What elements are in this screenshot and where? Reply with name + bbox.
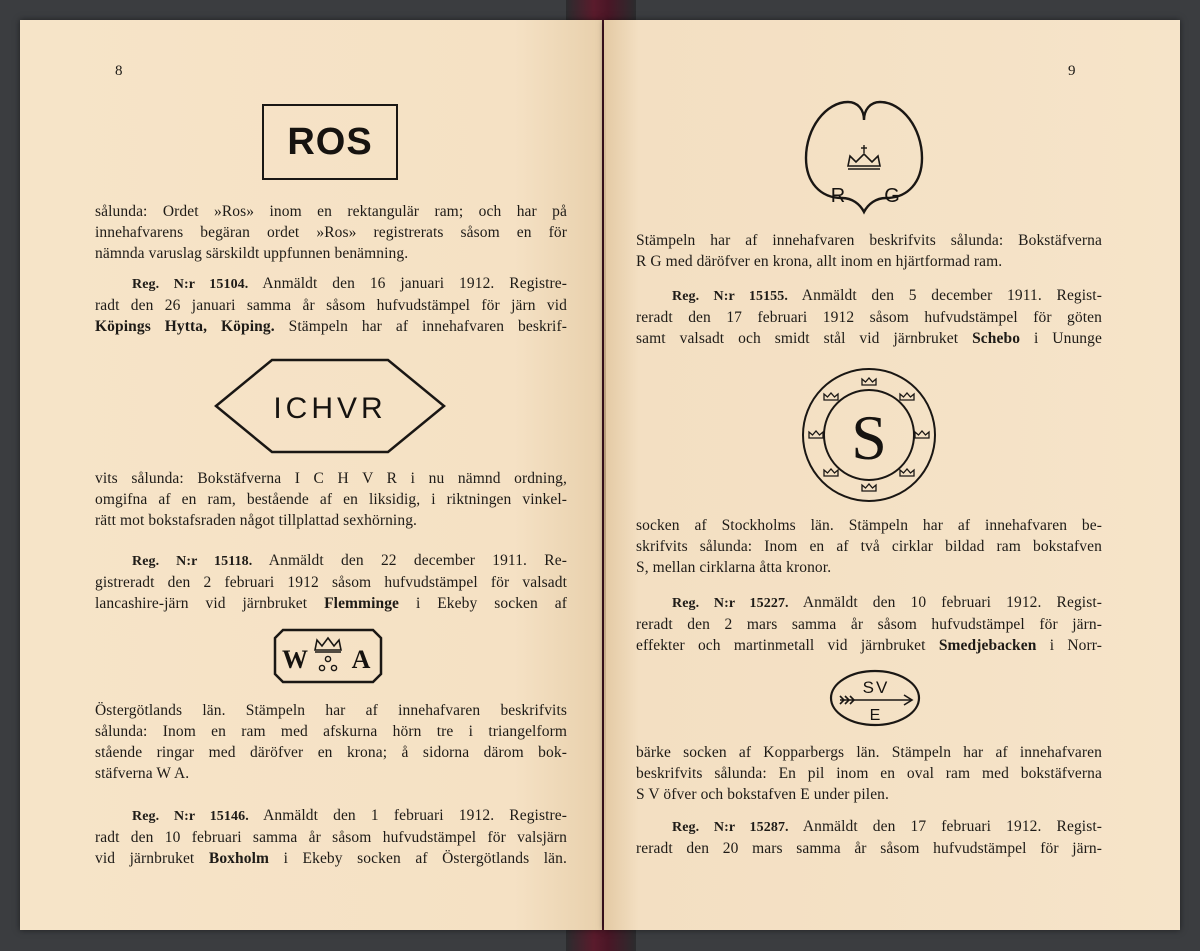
paragraph-reg-15287: Reg. N:r 15287. Anmäldt den 17 februari 1912. Regist- reradt den 20 mars samma år såsom hufvudstämpel för järn- — [636, 818, 1102, 857]
paragraph-reg-15118: Reg. N:r 15118. Anmäldt den 22 december 1911. Re- gistreradt den 2 februari 1912 såsom hufvudstämpel för valsadt lancashire-järn vid järnbruket Flemminge i Ekeby socken af — [95, 552, 568, 612]
ichvr-trademark — [212, 356, 448, 456]
letter-a: A — [351, 645, 371, 674]
wa-trademark — [273, 628, 383, 684]
paragraph-s-description: socken af Stockholms län. Stämpeln har af innehafvaren be- skrifvits sålunda: Inom en af två cirklar bildad ram bokstafven S, mellan cirklarna åtta kronor. — [636, 517, 1102, 576]
ichvr-letters: ICHVR — [273, 392, 387, 425]
heart-trademark — [802, 98, 926, 222]
paragraph-wa-description: Östergötlands län. Stämpeln har af innehafvaren beskrifvits sålunda: Inom en ram med afskurna hörn tre i triangelform stående ringar med däröfver en krona; å sidorna därom bok- stäfverna W A. — [95, 702, 567, 782]
paragraph-reg-15104: Reg. N:r 15104. Anmäldt den 16 januari 1912. Registre- radt den 26 januari samma år såsom hufvudstämpel för järn vid Köpings Hytta, Köping. Stämpeln har af innehafvaren beskrif- — [95, 275, 567, 335]
letters-sv: SV — [862, 678, 890, 697]
paragraph-reg-15155: Reg. N:r 15155. Anmäldt den 5 december 1911. Regist- reradt den 17 februari 1912 såsom hufvudstämpel för göten samt valsadt och smidt stål vid järnbruket Schebo i Ununge — [636, 287, 1102, 347]
crown-icon — [315, 638, 341, 652]
letter-g: G — [884, 185, 900, 207]
paragraph-ichvr-description: vits sålunda: Bokstäfverna I C H V R i nu nämnd ordning, omgifna af en ram, bestående af en liksidig, i riktningen vinkel- rätt mot bokstafsraden något tillplattad sexhörning. — [95, 470, 567, 529]
page-number: 8 — [115, 63, 123, 79]
paragraph-reg-15227: Reg. N:r 15227. Anmäldt den 10 februari 1912. Regist- reradt den 2 mars samma år såsom hufvudstämpel för järn- effekter och martinmetall vid järnbruket Smedjebacken i Norr- — [636, 594, 1102, 654]
letter-s: S — [851, 402, 887, 473]
letter-e: E — [869, 707, 881, 724]
ros-trademark: ROS — [262, 104, 398, 180]
s-trademark — [800, 366, 938, 504]
sve-trademark — [828, 668, 922, 728]
heart-frame — [806, 102, 922, 212]
paragraph-heart-description: Stämpeln har af innehafvaren beskrifvits sålunda: Bokstäfverna R G med däröfver en krona, allt inom en hjärtformad ram. — [636, 232, 1102, 270]
fold-crease — [604, 20, 606, 930]
page-number: 9 — [1068, 63, 1076, 79]
right-page — [604, 20, 1180, 930]
paragraph-sve-description: bärke socken af Kopparbergs län. Stämpeln har af innehafvaren beskrifvits sålunda: En pil inom en oval ram med bokstäfverna S V öfver och bokstafven E under pilen. — [636, 744, 1102, 803]
three-rings-icon — [319, 656, 336, 670]
paragraph-ros-description: sålunda: Ordet »Ros» inom en rektangulär ram; och har på innehafvarens begäran ordet »Ros» registrerats såsom en för nämnda varuslag särskildt uppfunnen benämning. — [95, 203, 567, 262]
crown-icon — [848, 145, 880, 169]
letter-w: W — [282, 645, 308, 674]
paragraph-reg-15146: Reg. N:r 15146. Anmäldt den 1 februari 1912. Registre- radt den 10 februari samma år såsom hufvudstämpel för valsjärn vid järnbruket Boxholm i Ekeby socken af Östergötlands län. — [95, 807, 567, 867]
letter-r: R — [830, 185, 846, 207]
left-page — [20, 20, 602, 930]
